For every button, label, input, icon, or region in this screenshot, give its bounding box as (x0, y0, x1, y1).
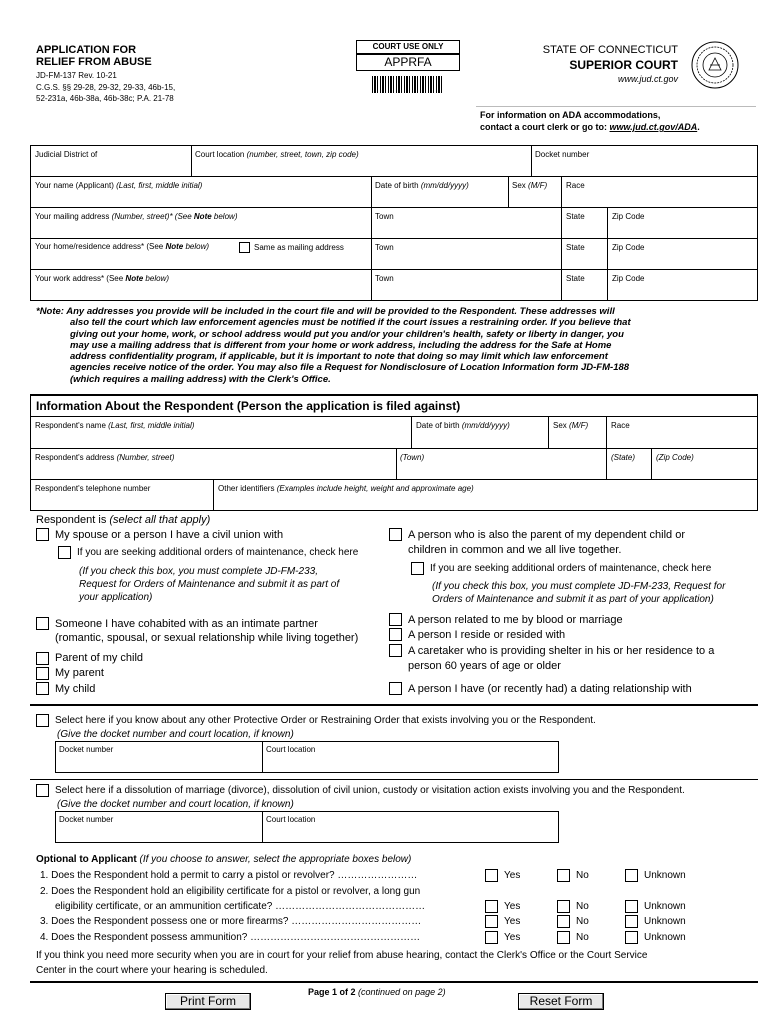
respondent-town-field[interactable] (398, 463, 605, 478)
respondent-sex-field[interactable] (550, 431, 605, 447)
relationship-heading: Respondent is (select all that apply) (36, 514, 211, 526)
mailing-town-label: Town (375, 212, 394, 221)
q1-yes-checkbox[interactable] (485, 869, 498, 882)
q1-yes-label: Yes (504, 870, 521, 881)
q4-unknown-label: Unknown (644, 932, 686, 943)
caretaker-checkbox[interactable] (389, 644, 402, 657)
respondent-dob-label: Date of birth (mm/dd/yyyy) (416, 421, 510, 430)
q4-yes-label: Yes (504, 932, 521, 943)
respondent-sex-label: Sex (M/F) (553, 421, 589, 430)
court-website: www.jud.ct.gov (617, 74, 678, 84)
question-1: 1. Does the Respondent hold a permit to carry a pistol or revolver? …………………… (40, 870, 418, 881)
court-code: APPRFA (356, 54, 460, 71)
judicial-district-field[interactable] (32, 160, 190, 175)
q3-yes-checkbox[interactable] (485, 915, 498, 928)
dissolution-label: Select here if a dissolution of marriage (divorce), dissolution of civil union, custody or visitation action exists involving you and the Respondent. (55, 785, 685, 796)
mailing-zip-label: Zip Code (612, 212, 645, 221)
my-parent-checkbox[interactable] (36, 667, 49, 680)
work-state-label: State (566, 274, 585, 283)
q4-no-checkbox[interactable] (557, 931, 570, 944)
respondent-phone-field[interactable] (32, 494, 212, 509)
applicant-dob-label: Date of birth (mm/dd/yyyy) (375, 181, 469, 190)
applicant-dob-field[interactable] (373, 191, 507, 206)
dissolution-location-label: Court location (266, 815, 316, 824)
address-note: *Note: Any addresses you provide will be included in the court file and will be provided to the Respondent. These addresses will also tell the court which law enforcement agencies must be notified if the court issues a restraining order. If you believe that giving out your home, work, or school address would put you and/or your children's health, safety or liberty in danger, you may use a mailing address that is different from your home or work address, including the address for the Safe at Home address confidentiality program, if applicable, but it is important to note that doing so may limit which law enforcement agencies receive notice of the order. You may also file a Request for Nondisclosure of Location Information form JD-FM-188 (which requires a mailing address) with the Clerk's Office. (36, 306, 631, 385)
home-town-label: Town (375, 243, 394, 252)
q2-no-checkbox[interactable] (557, 900, 570, 913)
ada-line2: contact a court clerk or go to: www.jud.ct.gov/ADA. (480, 122, 700, 132)
statutes-line1: C.G.S. §§ 29-28, 29-32, 29-33, 46b-15, (36, 83, 176, 92)
applicant-race-label: Race (566, 181, 585, 190)
work-town-field[interactable] (373, 285, 560, 299)
q1-unknown-label: Unknown (644, 870, 686, 881)
mailing-state-label: State (566, 212, 585, 221)
form-number: JD-FM-137 Rev. 10-21 (36, 71, 117, 80)
respondent-race-label: Race (611, 421, 630, 430)
work-zip-field[interactable] (609, 285, 756, 299)
q3-yes-label: Yes (504, 916, 521, 927)
home-zip-label: Zip Code (612, 243, 645, 252)
cohabited-checkbox[interactable] (36, 617, 49, 630)
home-address-label: Your home/residence address* (See Note below) (35, 242, 210, 251)
respondent-zip-label: (Zip Code) (656, 453, 694, 462)
docket-number-field[interactable] (533, 160, 756, 175)
maintenance-checkbox-left[interactable] (58, 546, 71, 559)
applicant-name-label: Your name (Applicant) (Last, first, middle initial) (35, 181, 203, 190)
parent-of-child-checkbox[interactable] (36, 652, 49, 665)
work-zip-label: Zip Code (612, 274, 645, 283)
dissolution-location-field[interactable] (264, 826, 558, 842)
q1-no-checkbox[interactable] (557, 869, 570, 882)
home-town-field[interactable] (373, 254, 560, 268)
mailing-address-label: Your mailing address (Number, street)* (See Note below) (35, 212, 238, 221)
form-title-line1: APPLICATION FOR (36, 44, 137, 56)
q2-yes-checkbox[interactable] (485, 900, 498, 913)
state-name: STATE OF CONNECTICUT (542, 44, 678, 56)
court-use-only-label: COURT USE ONLY (356, 40, 460, 54)
protective-location-field[interactable] (264, 756, 558, 772)
same-as-mailing-label: Same as mailing address (254, 243, 344, 252)
court-location-field[interactable] (193, 160, 530, 175)
q1-unknown-checkbox[interactable] (625, 869, 638, 882)
protective-docket-label: Docket number (59, 745, 114, 754)
applicant-name-field[interactable] (32, 191, 370, 206)
related-checkbox[interactable] (389, 613, 402, 626)
q3-unknown-label: Unknown (644, 916, 686, 927)
ada-link[interactable]: www.jud.ct.gov/ADA (609, 122, 698, 132)
q2-unknown-checkbox[interactable] (625, 900, 638, 913)
dissolution-docket-label: Docket number (59, 815, 114, 824)
court-name: SUPERIOR COURT (569, 58, 678, 72)
q1-no-label: No (576, 870, 589, 881)
home-state-label: State (566, 243, 585, 252)
protective-order-checkbox[interactable] (36, 714, 49, 727)
mailing-zip-field[interactable] (609, 222, 756, 237)
respondent-name-field[interactable] (32, 431, 410, 447)
my-child-checkbox[interactable] (36, 682, 49, 695)
home-state-field[interactable] (563, 254, 606, 268)
work-state-field[interactable] (563, 285, 606, 299)
maintenance-note-left: (If you check this box, you must complete JD-FM-233, Request for Orders of Maintenance and submit it as part of your application) (79, 566, 340, 603)
optional-heading: Optional to Applicant (If you choose to answer, select the appropriate boxes below) (36, 854, 412, 865)
protective-location-label: Court location (266, 745, 316, 754)
question-3: 3. Does the Respondent possess one or more firearms? ………………………………… (40, 916, 422, 927)
work-town-label: Town (375, 274, 394, 283)
cohabited-label: Someone I have cohabited with as an intimate partner (romantic, spousal, or sexual relationship while living together) (55, 618, 359, 644)
dating-label: A person I have (or recently had) a dating relationship with (408, 683, 692, 695)
respondent-name-label: Respondent's name (Last, first, middle initial) (35, 421, 195, 430)
q2-no-label: No (576, 901, 589, 912)
q3-unknown-checkbox[interactable] (625, 915, 638, 928)
barcode (372, 76, 444, 93)
coparent-label: A person who is also the parent of my dependent child or children in common and we all live together. (408, 529, 686, 556)
statutes-line2: 52-231a, 46b-38a, 46b-38c; P.A. 21-78 (36, 94, 174, 103)
state-seal-icon (690, 40, 740, 90)
protective-order-label: Select here if you know about any other Protective Order or Restraining Order that exists involving you or the Respondent. (55, 715, 596, 726)
coparent-checkbox[interactable] (389, 528, 402, 541)
respondent-dob-field[interactable] (413, 431, 547, 447)
my-child-label: My child (55, 683, 96, 695)
maintenance-checkbox-right[interactable] (411, 562, 424, 575)
spouse-label: My spouse or a person I have a civil union with (55, 529, 284, 541)
work-address-label: Your work address* (See Note below) (35, 274, 169, 283)
reside-label: A person I reside or resided with (408, 629, 566, 641)
print-form-button[interactable]: Print Form (165, 993, 251, 1010)
respondent-race-field[interactable] (608, 431, 756, 447)
reset-form-button[interactable]: Reset Form (518, 993, 604, 1010)
applicant-sex-label: Sex (M/F) (512, 181, 548, 190)
court-location-label: Court location (number, street, town, zip code) (195, 150, 359, 159)
dating-checkbox[interactable] (389, 682, 402, 695)
protective-order-hint: (Give the docket number and court location, if known) (57, 729, 294, 740)
other-identifiers-label: Other identifiers (Examples include height, weight and approximate age) (218, 484, 474, 493)
dissolution-docket-field[interactable] (57, 826, 261, 842)
other-identifiers-field[interactable] (215, 494, 756, 509)
spouse-checkbox[interactable] (36, 528, 49, 541)
maintenance-label-right: If you are seeking additional orders of maintenance, check here (430, 563, 712, 574)
mailing-address-field[interactable] (32, 222, 370, 237)
maintenance-note-right: (If you check this box, you must complete JD-FM-233, Request for Orders of Maintenance and submit it as part of your application) (432, 581, 726, 605)
q4-no-label: No (576, 932, 589, 943)
reside-checkbox[interactable] (389, 628, 402, 641)
my-parent-label: My parent (55, 667, 104, 679)
same-as-mailing-checkbox[interactable] (239, 242, 250, 253)
q2-yes-label: Yes (504, 901, 521, 912)
mailing-town-field[interactable] (373, 222, 560, 237)
respondent-phone-label: Respondent's telephone number (35, 484, 151, 493)
protective-docket-field[interactable] (57, 756, 261, 772)
respondent-address-field[interactable] (32, 463, 395, 478)
q3-no-checkbox[interactable] (557, 915, 570, 928)
dissolution-checkbox[interactable] (36, 784, 49, 797)
security-text: If you think you need more security when you are in court for your relief from abuse hearing, contact the Clerk's Office or the Court Service Center in the court where your hearing is scheduled. (36, 950, 648, 976)
maintenance-label-left: If you are seeking additional orders of maintenance, check here (77, 547, 359, 558)
applicant-race-field[interactable] (563, 191, 756, 206)
judicial-district-label: Judicial District of (35, 150, 98, 159)
parent-of-child-label: Parent of my child (55, 652, 144, 664)
applicant-sex-field[interactable] (510, 191, 560, 206)
related-label: A person related to me by blood or marriage (408, 614, 623, 626)
question-2-line2: eligibility certificate, or an ammunition certificate? ……………………………………… (55, 901, 426, 912)
q3-no-label: No (576, 916, 589, 927)
mailing-state-field[interactable] (563, 222, 606, 237)
form-title-line2: RELIEF FROM ABUSE (36, 56, 152, 68)
respondent-section-title: Information About the Respondent (Person the application is filed against) (36, 399, 461, 413)
home-zip-field[interactable] (609, 254, 756, 268)
respondent-town-label: (Town) (400, 453, 425, 462)
q4-unknown-checkbox[interactable] (625, 931, 638, 944)
question-2-line1: 2. Does the Respondent hold an eligibility certificate for a pistol or revolver, a long gun (40, 886, 421, 897)
q4-yes-checkbox[interactable] (485, 931, 498, 944)
dissolution-hint: (Give the docket number and court location, if known) (57, 799, 294, 810)
question-4: 4. Does the Respondent possess ammunition? …………………………………………… (40, 932, 421, 943)
respondent-zip-field[interactable] (653, 463, 756, 478)
ada-line1: For information on ADA accommodations, (480, 110, 661, 120)
work-address-field[interactable] (32, 285, 370, 299)
q2-unknown-label: Unknown (644, 901, 686, 912)
page-indicator: Page 1 of 2 (continued on page 2) (308, 987, 446, 997)
respondent-state-label: (State) (611, 453, 636, 462)
respondent-address-label: Respondent's address (Number, street) (35, 453, 175, 462)
docket-number-label: Docket number (535, 150, 590, 159)
caretaker-label: A caretaker who is providing shelter in his or her residence to a person 60 years of age or older (408, 645, 715, 672)
home-address-field[interactable] (32, 254, 370, 268)
respondent-state-field[interactable] (608, 463, 650, 478)
